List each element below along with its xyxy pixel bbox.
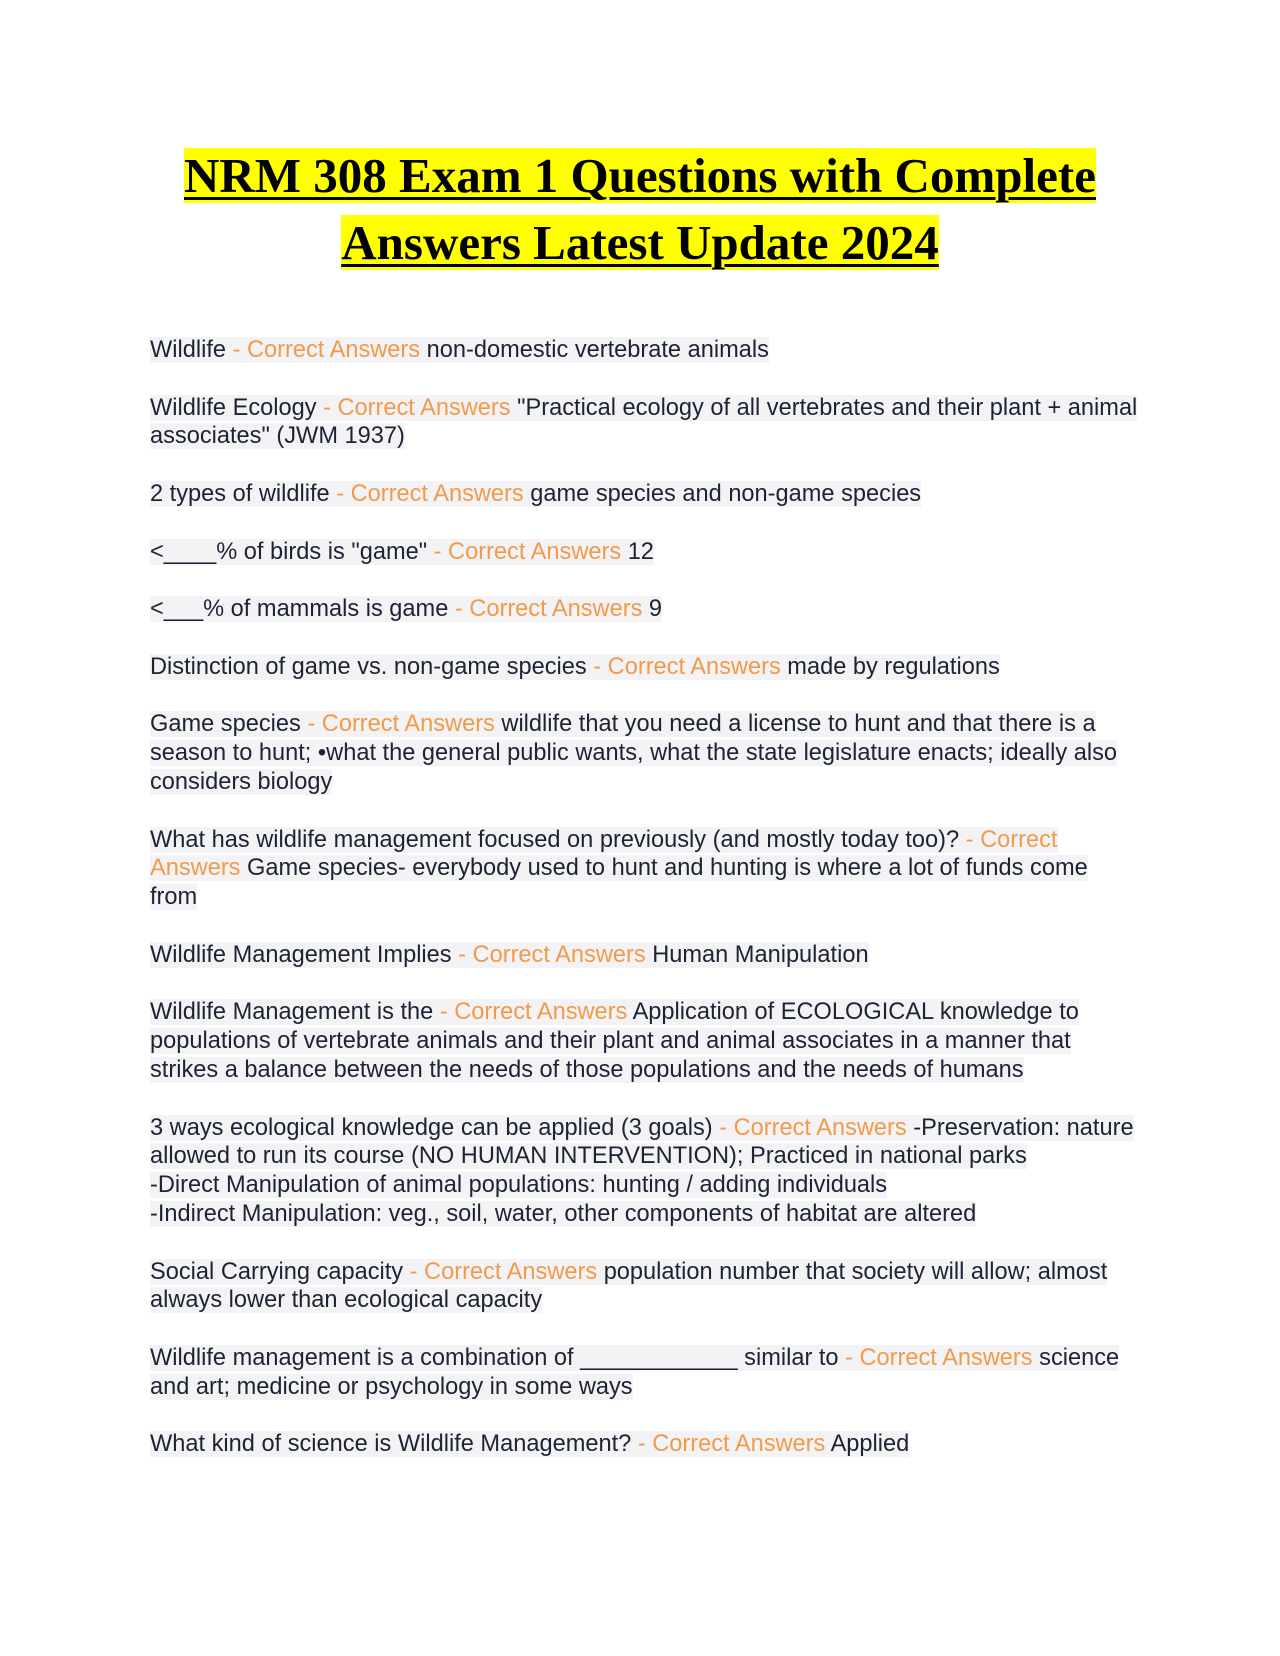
answer-text: Game species- everybody used to hunt and hunting is where a lot of funds come from	[150, 855, 1088, 911]
answer-text: "Practical ecology of all vertebrates and their plant + animal associates" (JWM 1937)	[150, 394, 1138, 450]
answer-separator: - Correct Answers	[226, 337, 427, 363]
qa-item	[150, 394, 1140, 452]
qa-item	[150, 653, 1140, 682]
question-text: Distinction of game vs. non-game species	[150, 653, 587, 680]
answer-separator: - Correct Answers	[838, 1344, 1040, 1371]
answer-text: -Direct Manipulation of animal populations: hunting / adding individuals	[150, 1172, 888, 1199]
question-text: What kind of science is Wildlife Management?	[150, 1431, 632, 1458]
answer-separator: - Correct Answers	[451, 941, 653, 968]
answer-text: Application of ECOLOGICAL knowledge to populations of vertebrate animals and their plant and animal associates in a manner that strikes a balance between the needs of those populations and the needs of humans	[150, 999, 1079, 1083]
answer-separator: - Correct Answers	[586, 653, 788, 680]
qa-item	[150, 1258, 1140, 1316]
answer-separator: - Correct Answers	[300, 711, 502, 738]
answer-separator: - Correct Answers	[433, 999, 633, 1026]
qa-item	[150, 1430, 1140, 1459]
answer-separator: - Correct Answers	[329, 480, 531, 507]
answer-text: -Preservation: nature allowed to run its course (NO HUMAN INTERVENTION); Practiced in national parks	[150, 1114, 1134, 1170]
answer-text: science and art; medicine or psychology in some ways	[150, 1344, 1120, 1400]
answer-text: 9	[648, 596, 663, 623]
title-line-1: NRM 308 Exam 1 Questions with Complete	[184, 148, 1096, 203]
answer-text: game species and non-game species	[530, 480, 922, 507]
question-text: 3 ways ecological knowledge can be applied (3 goals)	[150, 1114, 713, 1141]
qa-item	[150, 710, 1140, 796]
qa-item	[150, 336, 1140, 365]
qa-item	[150, 941, 1140, 970]
document-title	[0, 142, 1280, 276]
answer-text: wildlife that you need a license to hunt and that there is a season to hunt; •what the general public wants, what the state legislature enacts; ideally also considers biology	[150, 711, 1118, 795]
answer-text: Applied	[830, 1431, 910, 1458]
question-text: Wildlife Management is the	[150, 999, 434, 1026]
question-text: Game species	[150, 711, 301, 738]
question-text: Wildlife management is a combination of ____________ similar to	[150, 1344, 839, 1371]
qa-item	[150, 480, 1140, 509]
answer-separator: - Correct Answers	[712, 1114, 914, 1141]
answer-text: population number that society will allow; almost always lower than ecological capacity	[150, 1258, 1108, 1314]
question-text: <____% of birds is "game"	[150, 538, 428, 565]
answer-separator: - Correct Answers	[403, 1258, 604, 1285]
answer-text: 12	[627, 538, 654, 565]
question-text: What has wildlife management focused on previously (and mostly today too)?	[150, 826, 960, 853]
qa-item	[150, 1114, 1140, 1229]
answer-text: non-domestic vertebrate animals	[426, 337, 769, 363]
qa-item	[150, 826, 1140, 912]
answer-text: made by regulations	[787, 653, 1000, 680]
qa-item	[150, 595, 1140, 624]
answer-text: Human Manipulation	[652, 941, 869, 968]
question-text: Social Carrying capacity	[150, 1258, 404, 1285]
title-line-2: Answers Latest Update 2024	[341, 215, 939, 270]
qa-item	[150, 998, 1140, 1084]
answer-separator: - Correct Answers	[316, 394, 518, 421]
answer-separator: - Correct Answers	[448, 596, 649, 623]
question-text: <___% of mammals is game	[150, 596, 449, 623]
answer-separator: - Correct Answers	[427, 538, 628, 565]
question-text: 2 types of wildlife	[150, 480, 330, 507]
answer-separator: - Correct Answers	[150, 826, 1058, 882]
qa-list	[150, 336, 1140, 1488]
qa-item	[150, 1344, 1140, 1402]
answer-separator: - Correct Answers	[631, 1431, 831, 1458]
qa-item	[150, 538, 1140, 567]
answer-text: -Indirect Manipulation: veg., soil, water, other components of habitat are altered	[150, 1200, 977, 1227]
question-text: Wildlife Ecology	[150, 394, 317, 421]
question-text: Wildlife Management Implies	[150, 941, 452, 968]
question-text: Wildlife	[150, 337, 227, 363]
